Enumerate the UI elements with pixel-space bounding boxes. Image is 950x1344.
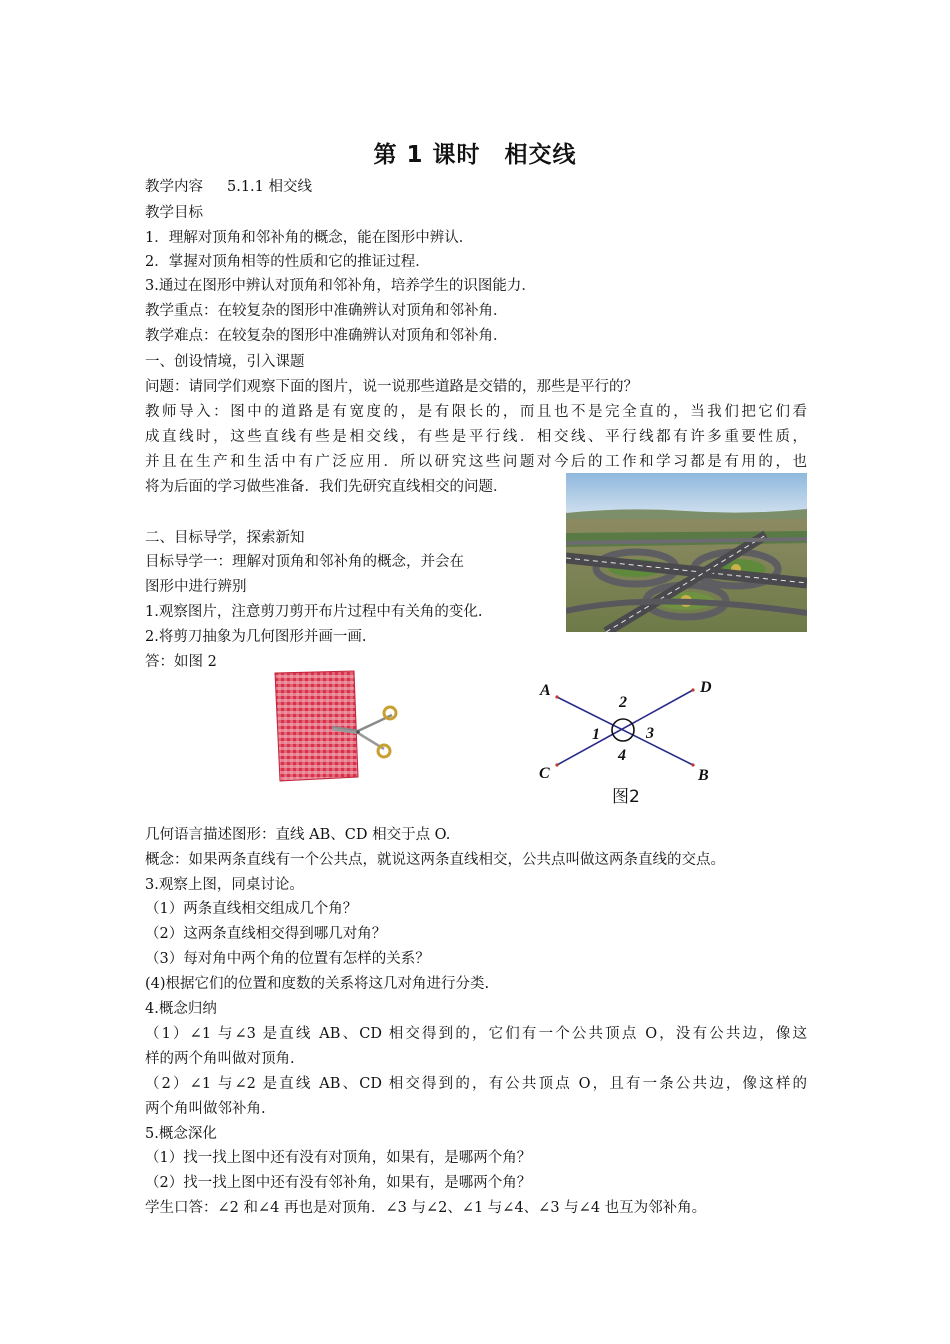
target-1-line-b: 图形中进行辨别 [145, 579, 247, 595]
question-2: （2）这两条直线相交得到哪几对角？ [145, 926, 387, 942]
highway-interchange-photo [566, 473, 807, 632]
concept-definition: 概念：如果两条直线有一个公共点，就说这两条直线相交，公共点叫做这两条直线的交点。 [145, 852, 725, 868]
summary-2-line-a: （2）∠1 与∠2 是直线 AB、CD 相交得到的，有公共顶点 O，且有一条公共边，像这样的 [145, 1076, 807, 1092]
summary-2-line-b: 两个角叫做邻补角. [145, 1101, 266, 1117]
deepen-heading: 5.概念深化 [145, 1126, 217, 1142]
angle-label-3: 3 [646, 725, 654, 742]
fabric-with-scissors-image [272, 669, 402, 785]
answer-text: 答：如图 2 [145, 654, 217, 670]
student-answer: 学生口答：∠2 和∠4 再也是对顶角．∠3 与∠2、∠1 与∠4、∠3 与∠4 也互为邻补角。 [145, 1200, 707, 1216]
point-a [555, 695, 558, 698]
deepen-question-2: （2）找一找上图中还有没有邻补角，如果有，是哪两个角？ [145, 1175, 532, 1191]
label-c: C [539, 765, 550, 782]
abstract-step: 2.将剪刀抽象为几何图形并画一画. [145, 629, 367, 645]
deepen-question-1: （1）找一找上图中还有没有对顶角，如果有，是哪两个角？ [145, 1150, 532, 1166]
page-title: 第 1 课时 相交线 [373, 142, 577, 168]
teaching-content [145, 177, 312, 197]
observe-step: 1.观察图片，注意剪刀剪开布片过程中有关角的变化. [145, 604, 483, 620]
intro-line-1: 教师导入：图中的道路是有宽度的，是有限长的，而且也不是完全直的，当我们把它们看 [145, 404, 807, 420]
target-1-line-a: 目标导学一：理解对顶角和邻补角的概念，并会在 [145, 554, 464, 570]
summary-heading: 4.概念归纳 [145, 1001, 217, 1017]
intro-line-4: 将为后面的学习做些准备．我们先研究直线相交的问题． [145, 479, 508, 495]
label-a: A [540, 682, 551, 699]
question-3: （3）每对角中两个角的位置有怎样的关系？ [145, 951, 430, 967]
intro-line-2: 成直线时，这些直线有些是相交线，有些是平行线．相交线、平行线都有许多重要性质， [145, 429, 807, 445]
summary-1-line-b: 样的两个角叫做对顶角. [145, 1051, 295, 1067]
figure-2-caption: 图2 [612, 787, 640, 807]
point-c [555, 763, 558, 766]
question-1: （1）两条直线相交组成几个角？ [145, 901, 358, 917]
intro-line-3: 并且在生产和生活中有广泛应用．所以研究这些问题对今后的工作和学习都是有用的，也 [145, 454, 807, 470]
content-value: 5.1.1 相交线 [227, 179, 313, 195]
goal-3: 3.通过在图形中辨认对顶角和邻补角，培养学生的识图能力． [145, 278, 536, 294]
angle-label-1: 1 [592, 726, 600, 743]
point-b [691, 763, 694, 766]
section-2-heading: 二、目标导学，探索新知 [145, 530, 305, 546]
summary-1-line-a: （1）∠1 与∠3 是直线 AB、CD 相交得到的，它们有一个公共顶点 O，没有公共边，像这 [145, 1026, 807, 1042]
key-point: 教学重点：在较复杂的图形中准确辨认对顶角和邻补角． [145, 303, 508, 319]
goals-heading: 教学目标 [145, 205, 203, 221]
geometry-description: 几何语言描述图形：直线 AB、CD 相交于点 O. [145, 827, 451, 843]
question-4: (4)根据它们的位置和度数的关系将这几对角进行分类. [145, 976, 490, 992]
point-d [691, 688, 694, 691]
goal-2: 2．掌握对顶角相等的性质和它的推证过程． [145, 254, 430, 270]
angle-label-4: 4 [618, 747, 626, 764]
label-b: B [698, 767, 709, 784]
label-d: D [700, 679, 712, 696]
question-text: 问题：请同学们观察下面的图片，说一说那些道路是交错的，那些是平行的？ [145, 379, 638, 395]
section-1-heading: 一、创设情境，引入课题 [145, 354, 305, 370]
difficulty: 教学难点：在较复杂的图形中准确辨认对顶角和邻补角． [145, 328, 508, 344]
discuss-step: 3.观察上图，同桌讨论。 [145, 877, 304, 893]
goal-1: 1．理解对顶角和邻补角的概念，能在图形中辨认． [145, 230, 474, 246]
angle-label-2: 2 [619, 694, 627, 711]
content-label: 教学内容 [145, 179, 203, 195]
